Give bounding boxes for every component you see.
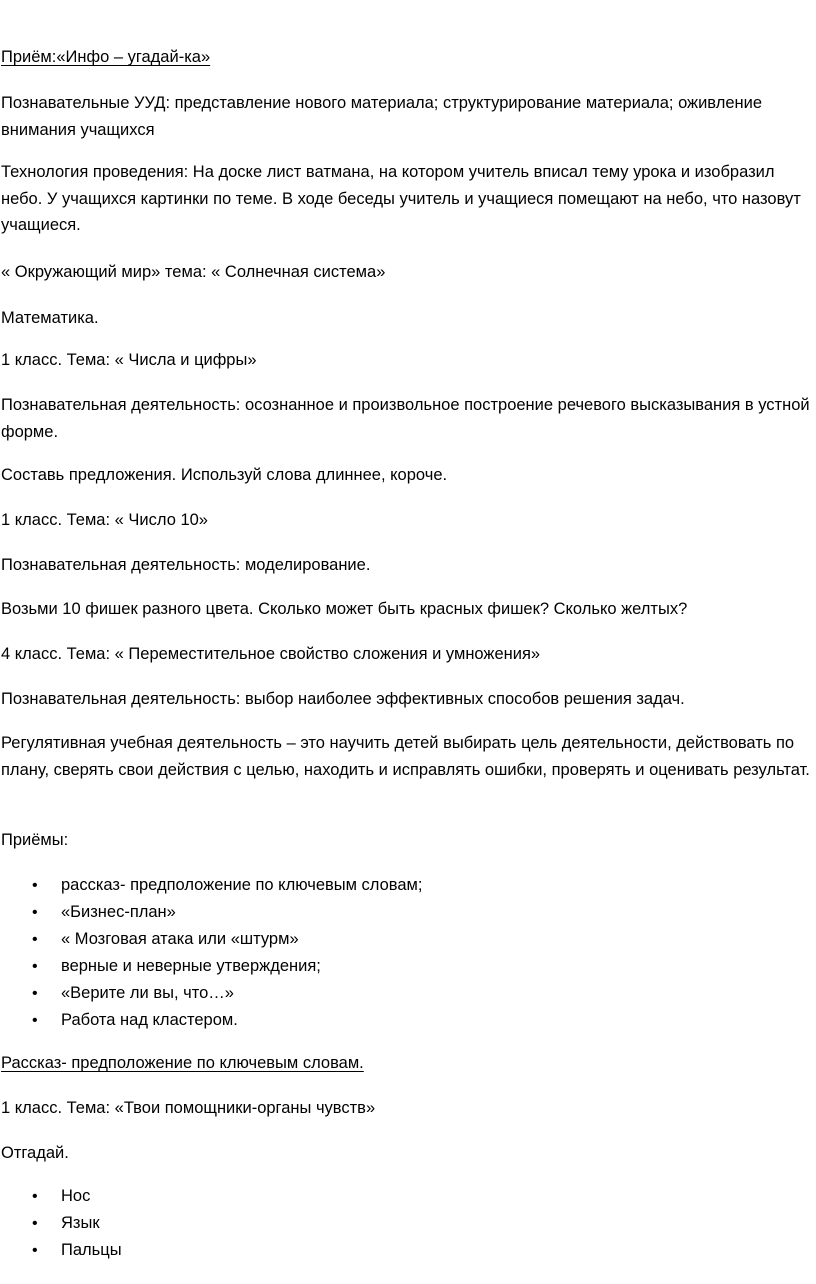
- task-chips: Возьми 10 фишек разного цвета. Сколько может быть красных фишек? Сколько желтых?: [1, 600, 688, 618]
- technology-paragraph: Технология проведения: На доске лист ватмана, на котором учитель вписал тему урока и изобразил небо. У учащихся картинки по теме. В ходе беседы учитель и учащиеся помещают на небо, что назовут учащиеся.: [1, 163, 801, 234]
- list-item: • « Мозговая атака или «штурм»: [0, 926, 812, 953]
- list-item: • Пальцы: [0, 1237, 812, 1264]
- cognitive-uud-paragraph: Познавательные УУД: представление нового материала; структурирование материала; оживление внимания учащихся: [1, 94, 763, 139]
- list-item: • «Бизнес-план»: [0, 899, 812, 926]
- bullet-icon: •: [32, 931, 38, 948]
- cognitive-activity-modeling: Познавательная деятельность: моделирование.: [1, 556, 371, 574]
- topic-solar-system: « Окружающий мир» тема: « Солнечная система»: [1, 263, 386, 281]
- method-title: Приём:«Инфо – угадай-ка»: [1, 48, 211, 66]
- topic-sense-organs: 1 класс. Тема: «Твои помощники-органы чувств»: [1, 1099, 376, 1117]
- task-compose-sentences: Составь предложения. Используй слова длиннее, короче.: [1, 466, 448, 484]
- cognitive-activity-methods: Познавательная деятельность: выбор наиболее эффективных способов решения задач.: [1, 690, 685, 708]
- bullet-icon: •: [32, 1012, 38, 1029]
- regulatory-activity-paragraph: Регулятивная учебная деятельность – это научить детей выбирать цель деятельности, действовать по плану, сверять свои действия с целью, находить и исправлять ошибки, проверять и оценивать результат.: [1, 734, 810, 779]
- list-item: • рассказ- предположение по ключевым словам;: [0, 872, 812, 899]
- cognitive-activity-speech: Познавательная деятельность: осознанное и произвольное построение речевого высказывания в устной форме.: [1, 396, 810, 441]
- list-item: • «Верите ли вы, что…»: [0, 980, 812, 1007]
- techniques-list: [0, 872, 812, 1034]
- bullet-icon: •: [32, 958, 38, 975]
- bullet-icon: •: [32, 985, 38, 1002]
- bullet-icon: •: [32, 1242, 38, 1259]
- topic-number-10: 1 класс. Тема: « Число 10»: [1, 511, 208, 529]
- list-item: • Нос: [0, 1183, 812, 1210]
- list-item: • Язык: [0, 1210, 812, 1237]
- bullet-icon: •: [32, 1215, 38, 1232]
- guess-heading: Отгадай.: [1, 1144, 69, 1162]
- topic-numbers-digits: 1 класс. Тема: « Числа и цифры»: [1, 351, 257, 369]
- bullet-icon: •: [32, 1188, 38, 1205]
- list-item: • Работа над кластером.: [0, 1007, 812, 1034]
- guess-list: [0, 1183, 812, 1264]
- techniques-heading: Приёмы:: [1, 831, 69, 849]
- list-item: • верные и неверные утверждения;: [0, 953, 812, 980]
- topic-commutative-property: 4 класс. Тема: « Переместительное свойство сложения и умножения»: [1, 645, 541, 663]
- bullet-icon: •: [32, 904, 38, 921]
- keyword-story-heading: Рассказ- предположение по ключевым словам.: [1, 1054, 364, 1072]
- subject-math: Математика.: [1, 309, 99, 327]
- bullet-icon: •: [32, 877, 38, 894]
